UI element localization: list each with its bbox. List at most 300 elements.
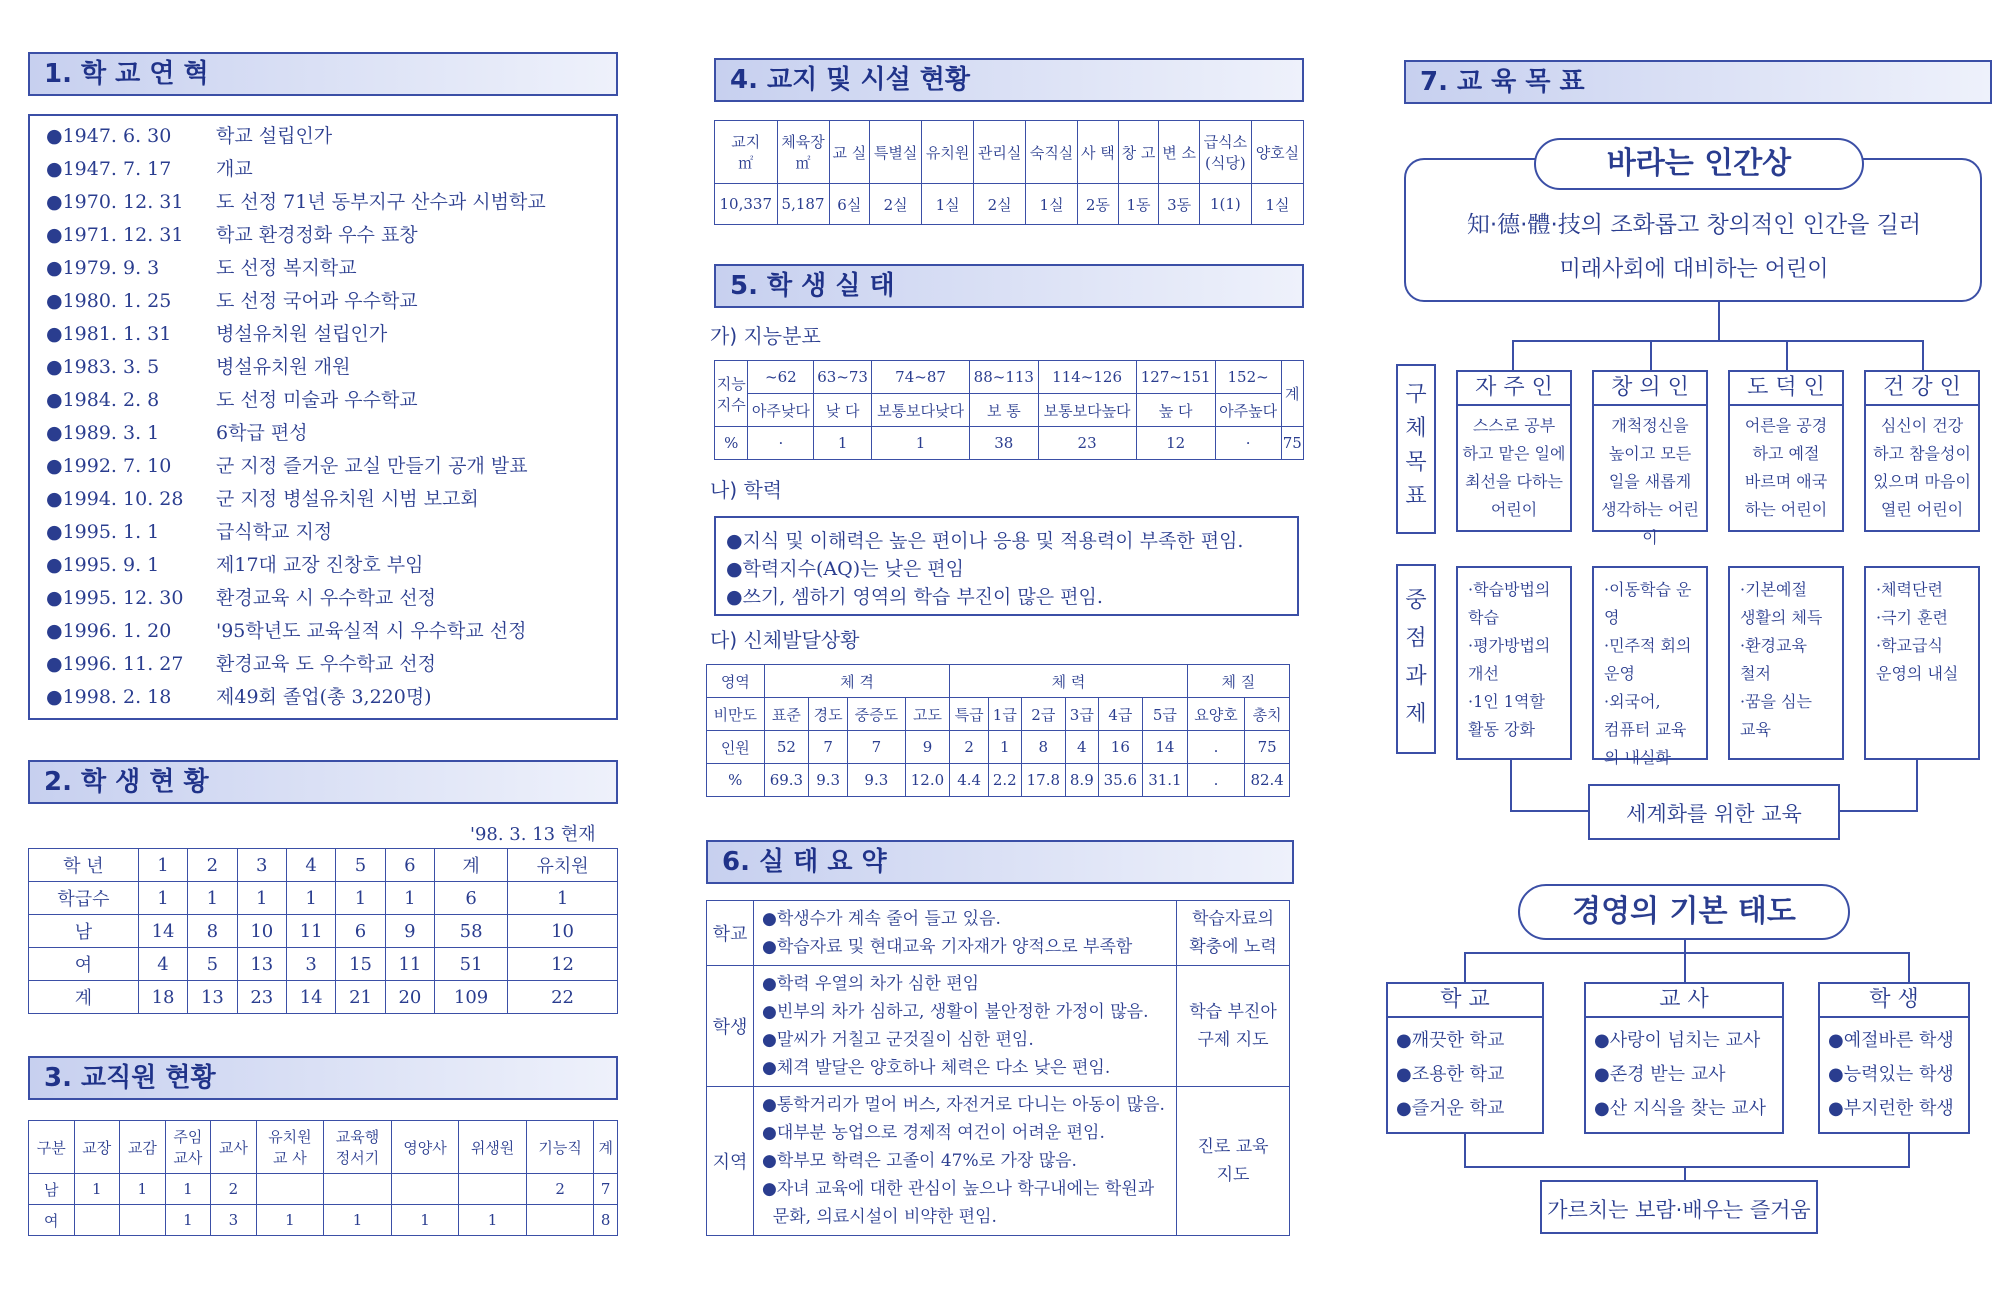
table-cell: 관리실 xyxy=(974,121,1026,184)
history-row xyxy=(46,549,423,582)
history-event: 군 지정 즐거운 교실 만들기 공개 발표 xyxy=(216,455,528,477)
iq-range: 74~87 xyxy=(871,361,969,394)
iq-subtitle: 가) 지능분포 xyxy=(710,324,821,348)
history-event: 제49회 졸업(총 3,220명) xyxy=(216,686,432,708)
staff-table xyxy=(28,1120,618,1236)
summary-table xyxy=(706,900,1290,1236)
history-date: ●1981. 1. 31 xyxy=(46,323,172,345)
mgmt-column-body xyxy=(1584,1016,1784,1134)
iq-range: 63~73 xyxy=(814,361,872,394)
iq-pct: 1 xyxy=(871,427,969,460)
table-cell: 11 xyxy=(286,915,335,948)
history-event: 6학급 편성 xyxy=(216,422,308,444)
history-date: ●1979. 9. 3 xyxy=(46,257,160,279)
table-cell: 12 xyxy=(508,948,618,981)
history-row xyxy=(46,483,479,516)
table-cell: 2동 xyxy=(1078,184,1119,225)
iq-word: 아주높다 xyxy=(1215,394,1281,427)
table-cell: 13 xyxy=(237,948,286,981)
table-cell: 1 xyxy=(138,882,187,915)
table-cell: 82.4 xyxy=(1245,764,1290,797)
history-date: ●1995. 1. 1 xyxy=(46,521,160,543)
mgmt-column-body xyxy=(1386,1016,1544,1134)
history-row xyxy=(46,120,332,153)
table-cell: 5 xyxy=(336,849,385,882)
ideal-line1: 知·德·體·技의 조화롭고 창의적인 인간을 길러 xyxy=(1466,212,1922,238)
table-row xyxy=(29,981,618,1014)
table-cell: 17.8 xyxy=(1021,764,1066,797)
table-cell: 9 xyxy=(385,915,434,948)
history-date: ●1992. 7. 10 xyxy=(46,455,172,477)
iq-range: ~62 xyxy=(748,361,814,394)
table-cell: 교육행 정서기 xyxy=(324,1121,392,1174)
goal-column-task: ·기본예절 생활의 체득 ·환경교육 철저 ·꿈을 심는 교육 xyxy=(1728,566,1844,760)
side-task-text: 중 점 과 제 xyxy=(1405,588,1427,727)
summary-items xyxy=(754,901,1177,966)
header-row xyxy=(707,698,1290,731)
mgmt-column-head: 교 사 xyxy=(1584,982,1784,1018)
table-cell: 남 xyxy=(29,915,139,948)
iq-word: 높 다 xyxy=(1136,394,1215,427)
table-cell: 1 xyxy=(165,1205,211,1236)
history-row xyxy=(46,450,528,483)
table-cell: 위생원 xyxy=(459,1121,527,1174)
table-cell: 특별실 xyxy=(870,121,922,184)
table-cell: 요양호 xyxy=(1187,698,1245,731)
iq-pct: 23 xyxy=(1038,427,1136,460)
table-cell: 유치원 xyxy=(508,849,618,882)
table-cell: 교사 xyxy=(211,1121,257,1174)
table-cell: 양호실 xyxy=(1251,121,1303,184)
history-row xyxy=(46,285,418,318)
table-cell: . xyxy=(1187,764,1245,797)
table-cell: 2급 xyxy=(1021,698,1066,731)
table-cell xyxy=(391,1174,459,1205)
table-cell: 3동 xyxy=(1159,184,1200,225)
iq-pct-label: % xyxy=(715,427,748,460)
history-row xyxy=(46,516,332,549)
table-cell: 계 xyxy=(435,849,508,882)
summary-row xyxy=(707,1087,1290,1236)
table-cell: 7 xyxy=(594,1174,618,1205)
physical-group: 영역 xyxy=(707,665,765,698)
history-date: ●1995. 9. 1 xyxy=(46,554,160,576)
table-cell: . xyxy=(1187,731,1245,764)
table-cell: 4 xyxy=(1066,731,1098,764)
goal-column-task: ·학습방법의 학습 ·평가방법의 개선 ·1인 1역할 활동 강화 xyxy=(1456,566,1572,760)
table-cell: 2실 xyxy=(870,184,922,225)
iq-range-row xyxy=(715,361,1304,394)
table-cell: 교감 xyxy=(120,1121,166,1174)
history-date: ●1984. 2. 8 xyxy=(46,389,160,411)
history-row xyxy=(46,153,253,186)
table-cell: 유치원 교 사 xyxy=(256,1121,324,1174)
mgmt-item: ●존경 받는 교사 xyxy=(1594,1064,1726,1085)
student-table xyxy=(28,848,618,1014)
table-cell: 1 xyxy=(165,1174,211,1205)
side-goal-text: 구 체 목 표 xyxy=(1405,382,1427,509)
table-cell: 2실 xyxy=(974,184,1026,225)
summary-item: ●빈부의 차가 심하고, 생활이 불안정한 가정이 많음. xyxy=(762,1002,1149,1022)
section3-header: 3. 교직원 현황 xyxy=(28,1056,618,1100)
iq-total-label: 계 xyxy=(1281,361,1304,427)
mgmt-item: ●조용한 학교 xyxy=(1396,1064,1505,1085)
section4-header: 4. 교지 및 시설 현황 xyxy=(714,58,1304,102)
section7-header: 7. 교 육 목 표 xyxy=(1404,60,1992,104)
table-cell: 13 xyxy=(188,981,237,1014)
table-cell: 1동 xyxy=(1118,184,1159,225)
table-cell: 1 xyxy=(286,882,335,915)
table-cell: 10,337 xyxy=(715,184,778,225)
table-cell: 6실 xyxy=(829,184,870,225)
table-cell: 21 xyxy=(336,981,385,1014)
history-date: ●1970. 12. 31 xyxy=(46,191,184,213)
history-date: ●1983. 3. 5 xyxy=(46,356,160,378)
table-cell: 1 xyxy=(391,1205,459,1236)
table-cell: 남 xyxy=(29,1174,75,1205)
table-cell: 6 xyxy=(435,882,508,915)
academic-subtitle: 나) 학력 xyxy=(710,478,783,502)
physical-group: 체 력 xyxy=(950,665,1187,698)
summary-key: 학생 xyxy=(707,966,754,1087)
table-cell: 1 xyxy=(989,731,1021,764)
table-cell: 75 xyxy=(1245,731,1290,764)
table-cell: 11 xyxy=(385,948,434,981)
goal-column-goal: 스스로 공부 하고 맡은 일에 최선을 다하는 어린이 xyxy=(1456,404,1572,532)
table-row xyxy=(707,764,1290,797)
summary-item: ●학부모 학력은 고졸이 47%로 가장 많음. xyxy=(762,1151,1077,1171)
history-row xyxy=(46,318,387,351)
table-cell: 계 xyxy=(594,1121,618,1174)
iq-pct: · xyxy=(1215,427,1281,460)
summary-row xyxy=(707,966,1290,1087)
table-row xyxy=(29,948,618,981)
history-event: 학교 환경정화 우수 표창 xyxy=(216,224,418,246)
table-cell: 2 xyxy=(188,849,237,882)
table-cell: 23 xyxy=(237,981,286,1014)
history-event: 환경교육 도 우수학교 선정 xyxy=(216,653,437,675)
mgmt-column-body xyxy=(1818,1016,1970,1134)
history-event: 제17대 교장 진창호 부임 xyxy=(216,554,424,576)
table-cell: 2 xyxy=(526,1174,594,1205)
summary-item: ●학생수가 계속 줄어 들고 있음. xyxy=(762,909,1001,929)
table-cell: 1 xyxy=(459,1205,527,1236)
table-cell: 1 xyxy=(138,849,187,882)
history-date: ●1998. 2. 18 xyxy=(46,686,172,708)
ideal-title: 바라는 인간상 xyxy=(1534,138,1864,190)
goal-column-head: 건 강 인 xyxy=(1864,370,1980,406)
iq-pct: 38 xyxy=(970,427,1038,460)
history-row xyxy=(46,681,432,714)
history-date: ●1947. 6. 30 xyxy=(46,125,172,147)
table-cell: 1 xyxy=(237,882,286,915)
table-cell: 2 xyxy=(211,1174,257,1205)
table-cell: 15 xyxy=(336,948,385,981)
ideal-line2: 미래사회에 대비하는 어린이 xyxy=(1559,257,1829,282)
table-cell: 8 xyxy=(594,1205,618,1236)
iq-word: 보통보다높다 xyxy=(1038,394,1136,427)
table-cell: 7 xyxy=(809,731,848,764)
mgmt-item: ●산 지식을 찾는 교사 xyxy=(1594,1098,1766,1119)
history-event: 도 선정 71년 동부지구 산수과 시범학교 xyxy=(216,191,546,213)
iq-pct-row xyxy=(715,427,1304,460)
goal-column-goal: 심신이 건강 하고 참을성이 있으며 마음이 열린 어린이 xyxy=(1864,404,1980,532)
mgmt-item: ●능력있는 학생 xyxy=(1828,1064,1954,1085)
table-cell: 2 xyxy=(950,731,989,764)
table-cell: 4 xyxy=(138,948,187,981)
facility-table xyxy=(714,120,1304,225)
table-cell: 3 xyxy=(211,1205,257,1236)
table-cell: 1 xyxy=(508,882,618,915)
table-cell: 1 xyxy=(74,1174,120,1205)
table-cell: 4급 xyxy=(1098,698,1143,731)
table-cell: 1 xyxy=(336,882,385,915)
history-event: 병설유치원 설립인가 xyxy=(216,323,388,345)
goal-column-goal: 어른을 공경 하고 예절 바르며 애국 하는 어린이 xyxy=(1728,404,1844,532)
table-cell: 6 xyxy=(385,849,434,882)
table-cell: 3 xyxy=(286,948,335,981)
iq-pct: 12 xyxy=(1136,427,1215,460)
table-cell xyxy=(526,1205,594,1236)
table-cell: 고도 xyxy=(905,698,950,731)
table-cell: 14 xyxy=(286,981,335,1014)
global-text: 세계화를 위한 교육 xyxy=(1626,802,1802,826)
table-cell: 3급 xyxy=(1066,698,1098,731)
iq-pct: 75 xyxy=(1281,427,1304,460)
table-cell: 급식소 (식당) xyxy=(1199,121,1251,184)
goal-column-task: ·이동학습 운영 ·민주적 회의 운영 ·외국어, 컴퓨터 교육 의 내실화 xyxy=(1592,566,1708,760)
physical-group: 체 격 xyxy=(764,665,950,698)
mgmt-column-head: 학 생 xyxy=(1818,982,1970,1018)
table-cell: 주임 교사 xyxy=(165,1121,211,1174)
summary-item: ●학력 우열의 차가 심한 편임 xyxy=(762,974,980,994)
table-cell: 22 xyxy=(508,981,618,1014)
history-row xyxy=(46,648,436,681)
history-event: 개교 xyxy=(216,158,253,180)
summary-row xyxy=(707,901,1290,966)
table-cell: 8 xyxy=(188,915,237,948)
table-cell: 중증도 xyxy=(848,698,906,731)
goal-column-goal: 개척정신을 높이고 모든 일을 새롭게 생각하는 어린이 xyxy=(1592,404,1708,532)
table-cell: 1(1) xyxy=(1199,184,1251,225)
table-cell: 2.2 xyxy=(989,764,1021,797)
summary-key: 학교 xyxy=(707,901,754,966)
table-cell: 창 고 xyxy=(1118,121,1159,184)
summary-items xyxy=(754,966,1177,1087)
table-cell: 20 xyxy=(385,981,434,1014)
table-cell: 4.4 xyxy=(950,764,989,797)
table-cell: 1 xyxy=(324,1205,392,1236)
iq-range: 88~113 xyxy=(970,361,1038,394)
mgmt-title: 경영의 기본 태도 xyxy=(1518,884,1850,940)
goal-column-task: ·체력단련 ·극기 훈련 ·학교급식 운영의 내실 xyxy=(1864,566,1980,760)
iq-pct: 1 xyxy=(814,427,872,460)
goal-column-head: 도 덕 인 xyxy=(1728,370,1844,406)
history-event: 군 지정 병설유치원 시범 보고회 xyxy=(216,488,479,510)
history-date: ●1980. 1. 25 xyxy=(46,290,172,312)
section6-header: 6. 실 태 요 약 xyxy=(706,840,1294,884)
academic-item: ●학력지수(AQ)는 낮은 편임 xyxy=(726,558,964,580)
history-date: ●1996. 1. 20 xyxy=(46,620,172,642)
table-cell: 영양사 xyxy=(391,1121,459,1174)
iq-word: 아주낮다 xyxy=(748,394,814,427)
table-row xyxy=(29,915,618,948)
iq-range: 127~151 xyxy=(1136,361,1215,394)
table-cell: 표준 xyxy=(764,698,809,731)
summary-remedy: 진로 교육 지도 xyxy=(1177,1087,1290,1236)
table-cell: 구분 xyxy=(29,1121,75,1174)
table-cell: 인원 xyxy=(707,731,765,764)
table-cell: 교 실 xyxy=(829,121,870,184)
section1-header: 1. 학 교 연 혁 xyxy=(28,52,618,96)
table-cell: 58 xyxy=(435,915,508,948)
summary-item: ●체격 발달은 양호하나 체력은 다소 낮은 편임. xyxy=(762,1058,1111,1078)
history-event: 병설유치원 개원 xyxy=(216,356,351,378)
table-cell: 52 xyxy=(764,731,809,764)
table-cell: 유치원 xyxy=(922,121,974,184)
table-cell: 109 xyxy=(435,981,508,1014)
table-cell: % xyxy=(707,764,765,797)
table-cell: 특급 xyxy=(950,698,989,731)
table-row xyxy=(29,882,618,915)
table-cell: 1 xyxy=(120,1174,166,1205)
student-date: '98. 3. 13 현재 xyxy=(470,824,596,845)
iq-word: 낮 다 xyxy=(814,394,872,427)
history-date: ●1996. 11. 27 xyxy=(46,653,184,675)
table-cell: 여 xyxy=(29,948,139,981)
mgmt-item: ●깨끗한 학교 xyxy=(1396,1030,1505,1051)
history-date: ●1989. 3. 1 xyxy=(46,422,160,444)
table-cell: 9.3 xyxy=(809,764,848,797)
table-cell: 숙직실 xyxy=(1026,121,1078,184)
mgmt-item: ●사랑이 넘치는 교사 xyxy=(1594,1030,1761,1051)
iq-range: 114~126 xyxy=(1038,361,1136,394)
history-row xyxy=(46,219,418,252)
table-cell: 18 xyxy=(138,981,187,1014)
section2-header: 2. 학 생 현 황 xyxy=(28,760,618,804)
table-cell: 5 xyxy=(188,948,237,981)
history-date: ●1947. 7. 17 xyxy=(46,158,172,180)
table-cell: 교장 xyxy=(74,1121,120,1174)
table-cell: 9 xyxy=(905,731,950,764)
table-cell: 체육장 ㎡ xyxy=(777,121,829,184)
table-cell: 기능직 xyxy=(526,1121,594,1174)
history-row xyxy=(46,186,546,219)
history-event: 학교 설립인가 xyxy=(216,125,333,147)
history-date: ●1971. 12. 31 xyxy=(46,224,184,246)
academic-item: ●쓰기, 셈하기 영역의 학습 부진이 많은 편임. xyxy=(726,586,1103,608)
table-cell: 9.3 xyxy=(848,764,906,797)
history-row xyxy=(46,582,436,615)
table-cell: 35.6 xyxy=(1098,764,1143,797)
table-row xyxy=(707,731,1290,764)
table-cell: 12.0 xyxy=(905,764,950,797)
table-cell: 학 년 xyxy=(29,849,139,882)
table-cell: 4 xyxy=(286,849,335,882)
iq-word-row xyxy=(715,394,1304,427)
summary-item: ●학습자료 및 현대교육 기자재가 양적으로 부족함 xyxy=(762,937,1133,957)
table-cell: 1 xyxy=(385,882,434,915)
table-cell: 교지 ㎡ xyxy=(715,121,778,184)
summary-item: 문화, 의료시설이 비약한 편임. xyxy=(762,1207,997,1227)
summary-item: ●말씨가 거칠고 군것질이 심한 편임. xyxy=(762,1030,1034,1050)
iq-pct: · xyxy=(748,427,814,460)
table-cell: 여 xyxy=(29,1205,75,1236)
iq-table xyxy=(714,360,1304,460)
iq-label: 지능 지수 xyxy=(715,361,748,427)
motto-text: 가르치는 보람·배우는 즐거움 xyxy=(1547,1198,1811,1222)
table-cell: 14 xyxy=(138,915,187,948)
table-cell: 학급수 xyxy=(29,882,139,915)
table-cell: 1 xyxy=(188,882,237,915)
table-cell: 10 xyxy=(508,915,618,948)
section5-header: 5. 학 생 실 태 xyxy=(714,264,1304,308)
table-cell: 14 xyxy=(1143,731,1188,764)
history-date: ●1995. 12. 30 xyxy=(46,587,184,609)
summary-remedy: 학습자료의 확충에 노력 xyxy=(1177,901,1290,966)
history-event: 급식학교 지정 xyxy=(216,521,333,543)
history-row xyxy=(46,252,357,285)
table-cell xyxy=(74,1205,120,1236)
table-cell: 총치 xyxy=(1245,698,1290,731)
table-cell: 69.3 xyxy=(764,764,809,797)
table-cell: 7 xyxy=(848,731,906,764)
table-cell xyxy=(256,1174,324,1205)
table-cell: 1실 xyxy=(1251,184,1303,225)
history-row xyxy=(46,384,418,417)
table-cell: 8.9 xyxy=(1066,764,1098,797)
table-cell: 경도 xyxy=(809,698,848,731)
history-row xyxy=(46,417,308,450)
table-cell: 16 xyxy=(1098,731,1143,764)
table-cell: 1실 xyxy=(922,184,974,225)
table-cell: 5,187 xyxy=(777,184,829,225)
history-row xyxy=(46,351,351,384)
header-row xyxy=(715,121,1304,184)
header-row xyxy=(29,849,618,882)
table-cell: 5급 xyxy=(1143,698,1188,731)
table-cell xyxy=(324,1174,392,1205)
table-row xyxy=(29,1205,618,1236)
table-cell: 8 xyxy=(1021,731,1066,764)
iq-word: 보 통 xyxy=(970,394,1038,427)
table-cell: 51 xyxy=(435,948,508,981)
table-cell: 6 xyxy=(336,915,385,948)
physical-table xyxy=(706,664,1290,797)
history-date: ●1994. 10. 28 xyxy=(46,488,184,510)
table-cell: 1 xyxy=(256,1205,324,1236)
physical-group: 체 질 xyxy=(1187,665,1289,698)
history-event: '95학년도 교육실적 시 우수학교 선정 xyxy=(216,620,527,642)
history-row xyxy=(46,615,527,648)
mgmt-item: ●즐거운 학교 xyxy=(1396,1098,1505,1119)
summary-items xyxy=(754,1087,1177,1236)
summary-item: ●대부분 농업으로 경제적 여건이 어려운 편임. xyxy=(762,1123,1105,1143)
summary-key: 지역 xyxy=(707,1087,754,1236)
table-cell: 1급 xyxy=(989,698,1021,731)
history-event: 환경교육 시 우수학교 선정 xyxy=(216,587,437,609)
mgmt-column-head: 학 교 xyxy=(1386,982,1544,1018)
history-event: 도 선정 복지학교 xyxy=(216,257,357,279)
mgmt-item: ●부지런한 학생 xyxy=(1828,1098,1954,1119)
iq-range: 152~ xyxy=(1215,361,1281,394)
table-row xyxy=(715,184,1304,225)
goal-column-head: 자 주 인 xyxy=(1456,370,1572,406)
physical-subtitle: 다) 신체발달상황 xyxy=(710,628,860,652)
table-cell: 변 소 xyxy=(1159,121,1200,184)
mgmt-item: ●예절바른 학생 xyxy=(1828,1030,1954,1051)
table-cell: 3 xyxy=(237,849,286,882)
